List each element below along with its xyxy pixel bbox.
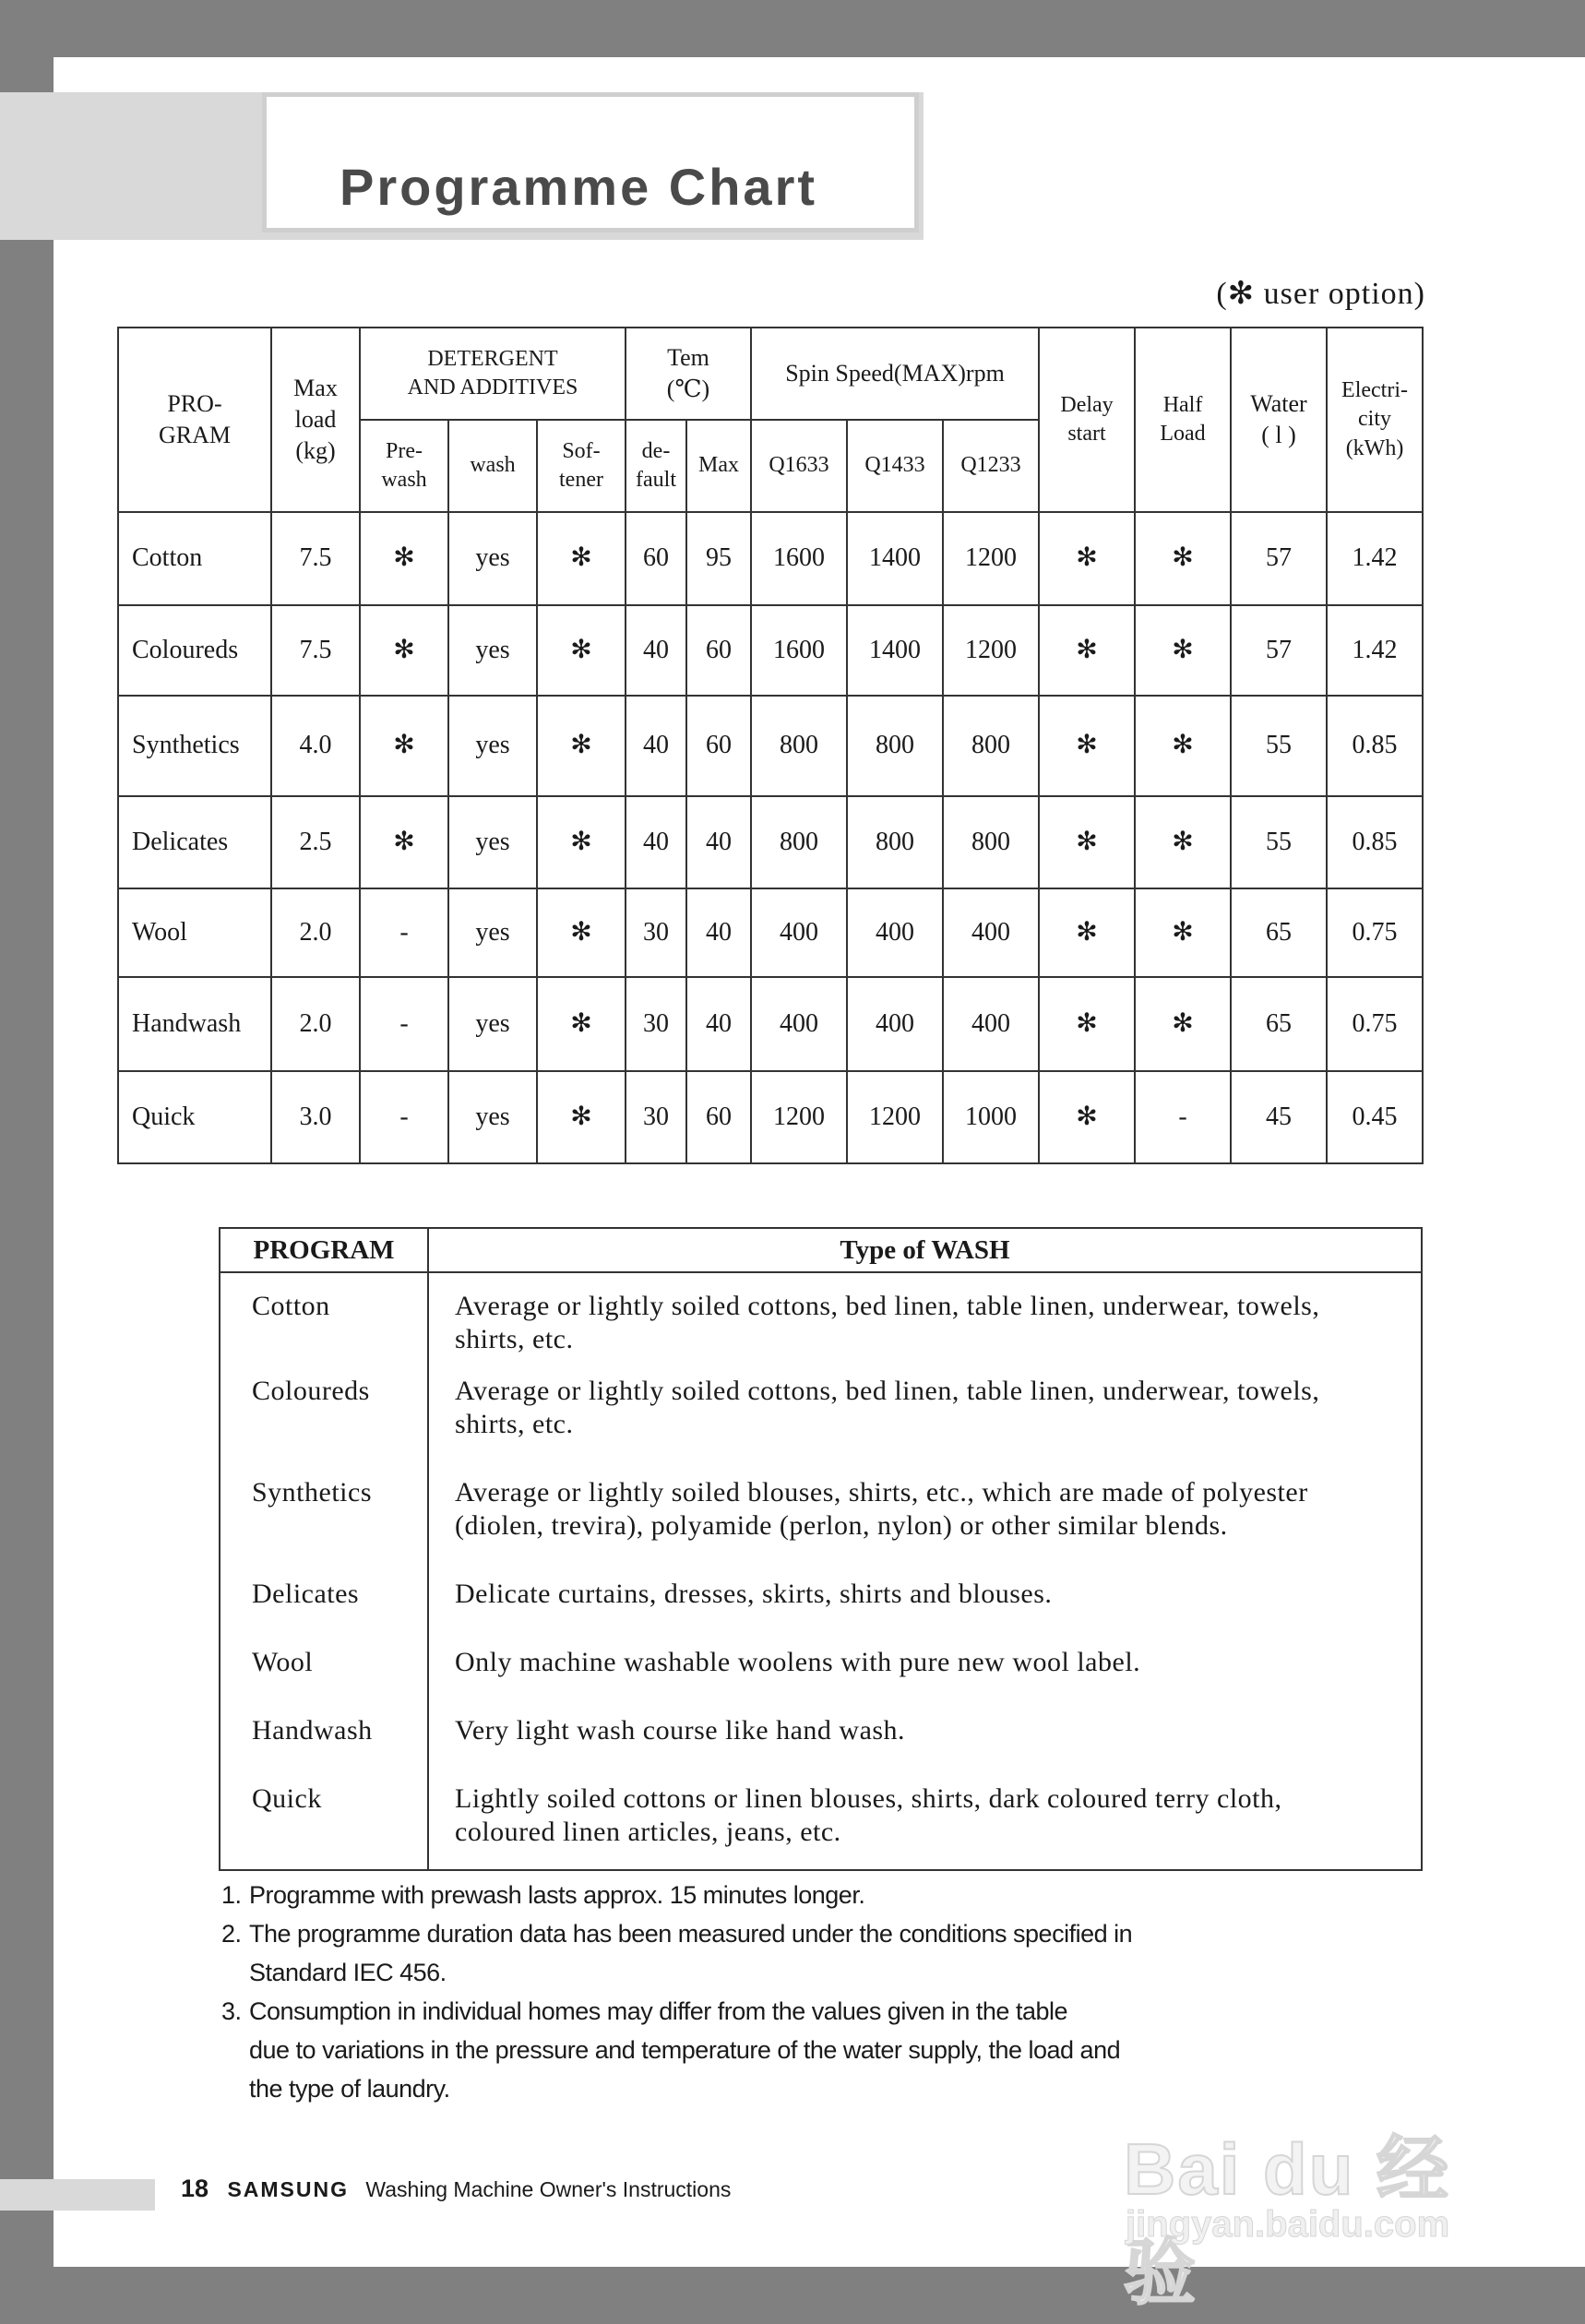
- q1433-value: 800: [847, 796, 943, 888]
- header-prewash: Pre- wash: [360, 420, 448, 512]
- q1233-value: 1200: [943, 512, 1039, 605]
- q1633-value: 1600: [751, 512, 847, 605]
- prewash-value: ✻: [360, 512, 448, 605]
- table-row: [220, 1577, 1422, 1645]
- footnotes: [221, 1876, 1255, 2108]
- wash-value: yes: [448, 888, 537, 977]
- wash-description: Delicate curtains, dresses, skirts, shirts and blouses.: [455, 1579, 1053, 1609]
- kwh-value: 0.85: [1327, 796, 1423, 888]
- header-electricity: Electri- city (kWh): [1327, 328, 1423, 512]
- delay-start-value: ✻: [1039, 696, 1135, 796]
- program-name: Synthetics: [220, 1475, 428, 1577]
- program-name: Cotton: [220, 1272, 428, 1374]
- max-temp-value: 60: [686, 696, 751, 796]
- wash-value: yes: [448, 796, 537, 888]
- wash-value: yes: [448, 512, 537, 605]
- table-row: [118, 1071, 1423, 1163]
- q1433-value: 1400: [847, 605, 943, 696]
- footnote: 3. Consumption in individual homes may differ from the values given in the table due to variations in the pressure and temperature of the water supply, the load and the type of laundry.: [221, 1997, 1121, 2103]
- table-row: [118, 888, 1423, 977]
- q1633-value: 1200: [751, 1071, 847, 1163]
- max-load-value: 7.5: [271, 512, 360, 605]
- max-temp-value: 95: [686, 512, 751, 605]
- watermark-url: jingyan.baidu.com: [1126, 2204, 1450, 2245]
- delay-start-value: ✻: [1039, 605, 1135, 696]
- water-value: 65: [1231, 888, 1327, 977]
- wash-value: yes: [448, 696, 537, 796]
- delay-start-value: ✻: [1039, 977, 1135, 1071]
- table-row: [118, 977, 1423, 1071]
- header-detergent: DETERGENT AND ADDITIVES: [360, 328, 626, 420]
- program-name: Handwash: [118, 977, 271, 1071]
- wash-description: Average or lightly soiled blouses, shirts, etc., which are made of polyester (diolen, trevira), polyamide (perlon, nylon) or other similar blends.: [455, 1477, 1308, 1541]
- default-temp-value: 40: [626, 796, 686, 888]
- q1433-value: 400: [847, 977, 943, 1071]
- table-row: [220, 1374, 1422, 1475]
- program-name: Cotton: [118, 512, 271, 605]
- q1233-value: 800: [943, 696, 1039, 796]
- softener-value: ✻: [537, 977, 626, 1071]
- max-load-value: 3.0: [271, 1071, 360, 1163]
- program-name: Coloureds: [118, 605, 271, 696]
- program-name: Quick: [220, 1782, 428, 1870]
- half-load-value: ✻: [1135, 796, 1231, 888]
- prewash-value: -: [360, 977, 448, 1071]
- q1233-value: 1200: [943, 605, 1039, 696]
- kwh-value: 0.75: [1327, 977, 1423, 1071]
- wash-value: yes: [448, 977, 537, 1071]
- water-value: 57: [1231, 605, 1327, 696]
- wash-description: Very light wash course like hand wash.: [455, 1715, 906, 1746]
- header-wash: wash: [448, 420, 537, 512]
- q1633-value: 800: [751, 696, 847, 796]
- max-load-value: 2.5: [271, 796, 360, 888]
- default-temp-value: 30: [626, 977, 686, 1071]
- softener-value: ✻: [537, 796, 626, 888]
- program-name: Delicates: [118, 796, 271, 888]
- max-temp-value: 40: [686, 796, 751, 888]
- baidu-watermark: [1124, 2090, 1484, 2313]
- water-value: 55: [1231, 696, 1327, 796]
- q1233-value: 400: [943, 888, 1039, 977]
- delay-start-value: ✻: [1039, 796, 1135, 888]
- table-row: [220, 1782, 1422, 1870]
- wash-description: Average or lightly soiled cottons, bed linen, table linen, underwear, towels, shirts, etc.: [455, 1376, 1320, 1439]
- header-softener: Sof- tener: [537, 420, 626, 512]
- table-row: [118, 512, 1423, 605]
- header-delay-start: Delay start: [1039, 328, 1135, 512]
- header-spin-speed: Spin Speed(MAX)rpm: [751, 328, 1039, 420]
- half-load-value: ✻: [1135, 605, 1231, 696]
- q1433-value: 800: [847, 696, 943, 796]
- kwh-value: 0.75: [1327, 888, 1423, 977]
- program-name: Handwash: [220, 1713, 428, 1782]
- half-load-value: ✻: [1135, 888, 1231, 977]
- wash-description: Average or lightly soiled cottons, bed linen, table linen, underwear, towels, shirts, etc.: [455, 1291, 1320, 1354]
- header-temperature: Tem (℃): [626, 328, 751, 420]
- table-row: [220, 1475, 1422, 1577]
- prewash-value: ✻: [360, 796, 448, 888]
- max-temp-value: 40: [686, 888, 751, 977]
- header-q1633: Q1633: [751, 420, 847, 512]
- q1633-value: 800: [751, 796, 847, 888]
- watermark-logo: Bai du 经验: [1124, 2128, 1451, 2313]
- q1433-value: 400: [847, 888, 943, 977]
- max-load-value: 2.0: [271, 888, 360, 977]
- default-temp-value: 30: [626, 1071, 686, 1163]
- footnote: 2. The programme duration data has been measured under the conditions specified in Standard IEC 456.: [221, 1920, 1133, 1986]
- header-water: Water ( l ): [1231, 328, 1327, 512]
- user-option-legend: (✻ user option): [1216, 277, 1425, 311]
- max-load-value: 4.0: [271, 696, 360, 796]
- header-q1433: Q1433: [847, 420, 943, 512]
- kwh-value: 1.42: [1327, 605, 1423, 696]
- q1233-value: 800: [943, 796, 1039, 888]
- table-row: [220, 1713, 1422, 1782]
- default-temp-value: 60: [626, 512, 686, 605]
- max-load-value: 7.5: [271, 605, 360, 696]
- header-q1233: Q1233: [943, 420, 1039, 512]
- max-temp-value: 60: [686, 605, 751, 696]
- default-temp-value: 40: [626, 696, 686, 796]
- q1433-value: 1200: [847, 1071, 943, 1163]
- footer-bar: [0, 2179, 155, 2211]
- water-value: 45: [1231, 1071, 1327, 1163]
- softener-value: ✻: [537, 605, 626, 696]
- q1433-value: 1400: [847, 512, 943, 605]
- softener-value: ✻: [537, 1071, 626, 1163]
- kwh-value: 0.45: [1327, 1071, 1423, 1163]
- page-title: Programme Chart: [340, 158, 818, 216]
- table-row: [118, 696, 1423, 796]
- footnote: 1. Programme with prewash lasts approx. 15 minutes longer.: [221, 1881, 865, 1909]
- half-load-value: ✻: [1135, 512, 1231, 605]
- table-row: [220, 1645, 1422, 1713]
- wash-value: yes: [448, 605, 537, 696]
- wash-type-table: [219, 1227, 1423, 1871]
- default-temp-value: 40: [626, 605, 686, 696]
- max-load-value: 2.0: [271, 977, 360, 1071]
- wash-description: Only machine washable woolens with pure new wool label.: [455, 1647, 1141, 1677]
- kwh-value: 0.85: [1327, 696, 1423, 796]
- program-name: Quick: [118, 1071, 271, 1163]
- prewash-value: -: [360, 888, 448, 977]
- default-temp-value: 30: [626, 888, 686, 977]
- max-temp-value: 60: [686, 1071, 751, 1163]
- q1633-value: 1600: [751, 605, 847, 696]
- prewash-value: -: [360, 1071, 448, 1163]
- prewash-value: ✻: [360, 696, 448, 796]
- kwh-value: 1.42: [1327, 512, 1423, 605]
- wash-value: yes: [448, 1071, 537, 1163]
- prewash-value: ✻: [360, 605, 448, 696]
- max-temp-value: 40: [686, 977, 751, 1071]
- header-half-load: Half Load: [1135, 328, 1231, 512]
- q1233-value: 1000: [943, 1071, 1039, 1163]
- page-number: 18: [181, 2175, 209, 2202]
- table-row: [118, 605, 1423, 696]
- header-program: PRO- GRAM: [118, 328, 271, 512]
- program-name: Synthetics: [118, 696, 271, 796]
- half-load-value: -: [1135, 1071, 1231, 1163]
- programme-chart-table: [117, 327, 1424, 1164]
- header-max-load: Max load (kg): [271, 328, 360, 512]
- delay-start-value: ✻: [1039, 1071, 1135, 1163]
- header-default-temp: de- fault: [626, 420, 686, 512]
- water-value: 65: [1231, 977, 1327, 1071]
- page-footer: [181, 2175, 731, 2203]
- program-name: Coloureds: [220, 1374, 428, 1475]
- q1233-value: 400: [943, 977, 1039, 1071]
- program-name: Wool: [220, 1645, 428, 1713]
- q1633-value: 400: [751, 888, 847, 977]
- half-load-value: ✻: [1135, 977, 1231, 1071]
- brand-name: SAMSUNG: [227, 2177, 349, 2201]
- softener-value: ✻: [537, 696, 626, 796]
- wash-description: Lightly soiled cottons or linen blouses, shirts, dark coloured terry cloth, coloured linen articles, jeans, etc.: [455, 1783, 1282, 1847]
- softener-value: ✻: [537, 888, 626, 977]
- q1633-value: 400: [751, 977, 847, 1071]
- delay-start-value: ✻: [1039, 888, 1135, 977]
- water-value: 57: [1231, 512, 1327, 605]
- header-program: PROGRAM: [220, 1228, 428, 1272]
- header-type-of-wash: Type of WASH: [428, 1228, 1422, 1272]
- water-value: 55: [1231, 796, 1327, 888]
- table-row: [118, 796, 1423, 888]
- footer-text: Washing Machine Owner's Instructions: [365, 2177, 732, 2201]
- table-row: [220, 1272, 1422, 1374]
- header-max-temp: Max: [686, 420, 751, 512]
- program-name: Delicates: [220, 1577, 428, 1645]
- softener-value: ✻: [537, 512, 626, 605]
- half-load-value: ✻: [1135, 696, 1231, 796]
- delay-start-value: ✻: [1039, 512, 1135, 605]
- program-name: Wool: [118, 888, 271, 977]
